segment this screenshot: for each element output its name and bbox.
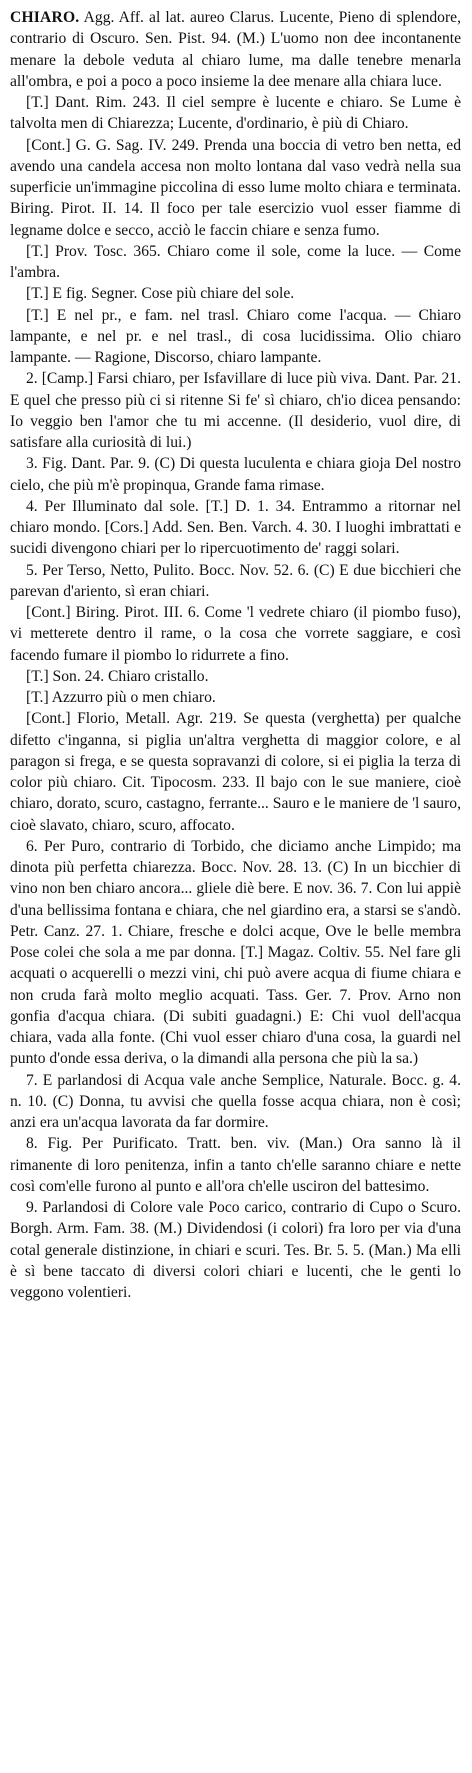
- paragraph-12: [T.] Azzurro più o men chiaro.: [26, 689, 216, 706]
- sense-9: 9. Parlandosi di Colore vale Poco carico, contrario di Cupo o Scuro. Borgh. Arm. Fam. 38. (M.) Dividendosi (i colori) fra loro per via d'una cotal generale distinzione, in chiari e scuri. Tes. Br. 5. 5. (Man.) Ma elli è sì bene taccato di diversi colori chiari e lucenti, che le genti lo veggono volentieri.: [10, 1199, 461, 1301]
- headword: CHIARO.: [10, 9, 80, 26]
- paragraph-11: [T.] Son. 24. Chiaro cristallo.: [26, 667, 209, 685]
- paragraph-5: [T.] E nel pr., e fam. nel trasl. Chiaro come l'acqua. — Chiaro lampante, e nel pr. e nel trasl., di cosa lucidissima. Olio chiaro lampante. — Ragione, Discorso, chiaro lampante.: [10, 306, 461, 366]
- paragraph-10: [Cont.] Biring. Pirot. III. 6. Come 'l vedrete chiaro (il piombo fuso), vi metterete dentro il rame, o la cosa che vorrete saggiare, e così facendo fumare il piombo lo ridurrete a fino.: [10, 604, 461, 664]
- paragraph-3: [T.] Prov. Tosc. 365. Chiaro come il sole, come la luce. — Come l'ambra.: [10, 242, 461, 281]
- sense-2: 2. [Camp.] Farsi chiaro, per Isfavillare di luce più viva. Dant. Par. 21. E quel che presso più ci si ritenne Si fe' sì chiaro, ch'io dicea pensando: Io veggio ben l'amor che tu mi accenne. (Il desiderio, vuol dire, di satisfare alla curiosità di lui.): [10, 370, 461, 451]
- entry-sense-intro: [10, 7, 461, 92]
- paragraph-1: [T.] Dant. Rim. 243. Il ciel sempre è lucente e chiaro. Se Lume è talvolta men di Chiarezza; Lucente, d'ordinario, è più di Chiaro.: [10, 94, 461, 133]
- sense-5: 5. Per Terso, Netto, Pulito. Bocc. Nov. 52. 6. (C) E due bicchieri che parevan d'ariento, sì eran chiari.: [10, 561, 461, 600]
- paragraph-4: [T.] E fig. Segner. Cose più chiare del sole.: [26, 285, 295, 303]
- sense-3: 3. Fig. Dant. Par. 9. (C) Di questa luculenta e chiara gioja Del nostro cielo, che più m'è propinqua, Grande fama rimase.: [10, 455, 461, 494]
- sense-6: 6. Per Puro, contrario di Torbido, che diciamo anche Limpido; ma dinota più perfetta chiarezza. Bocc. Nov. 28. 13. (C) In un bicchier di vino non ben chiaro ancora... gliele diè bere. E nov. 36. 7. Con lui appiè d'una bellissima fontana e chiara, che nel giardino era, a starsi se s'andò. Petr. Canz. 27. 1. Chiare, fresche e dolci acque, Ove le belle membra Pose colei che sola a me par donna. [T.] Magaz. Coltiv. 55. Nel fare gli acquati o acquerelli o mezzi vini, chi può avere acqua di fiume chiara e non cruda farà molto meglio acquati. Tass. Ger. 7. Prov. Arno non gonfia d'acqua chiara. (Di subiti guadagni.) E: Chi vuol dell'acqua chiara, vada alla fonte. (Chi vuol esser chiaro d'una cosa, la guardi nel punto d'onde essa deriva, o la dimandi alla persona che più la sa.): [10, 837, 461, 1068]
- paragraph-text: Agg. Aff. al lat. aureo Clarus. Lucente, Pieno di splendore, contrario di Oscuro. Sen. Pist. 94. (M.) L'uomo non dee incontanente menare la debole veduta al chiaro lume, ma dalle tenebre menarla all'ombra, e poi a poco a poco insieme la dee menare alla chiara luce.: [10, 9, 461, 90]
- paragraph-2: [Cont.] G. G. Sag. IV. 249. Prenda una boccia di vetro ben netta, ed avendo una candela accesa non molto lontana dal vaso vedrà nella sua superficie un'immagine piccolina di esso lume molto chiara e terminata. Biring. Pirot. II. 14. Il foco per tale esercizio vuol esser fiamme di legname dolce e secco, acciò le faccin chiare e senza fumo.: [10, 136, 461, 239]
- sense-8: 8. Fig. Per Purificato. Tratt. ben. viv. (Man.) Ora sanno là il rimanente di loro penitenza, infin a tanto ch'elle saranno chiare e nette così com'elle furono al punto e all'ora ch'elle usciron del battesimo.: [10, 1135, 461, 1195]
- sense-4: 4. Per Illuminato dal sole. [T.] D. 1. 34. Entrammo a ritornar nel chiaro mondo. [Cors.] Add. Sen. Ben. Varch. 4. 30. I luoghi imbrattati e sucidi divengono chiari per lo ripercuotimento de' raggi solari.: [10, 497, 461, 558]
- sense-7: 7. E parlandosi di Acqua vale anche Semplice, Naturale. Bocc. g. 4. n. 10. (C) Donna, tu avvisi che quella fosse acqua chiara, non è così; anzi era un'acqua lavorata da far dormire.: [10, 1071, 461, 1131]
- paragraph-13: [Cont.] Florio, Metall. Agr. 219. Se questa (verghetta) per qualche difetto c'inganna, si piglia un'altra verghetta di maggior colore, e al paragon si frega, e se questa sopravanzi di colore, si ei piglia la terza di color più chiaro. Cit. Tipocosm. 233. Il bajo con le sue maniere, cioè chiaro, dorato, scuro, castagno, ferrante... Sauro e le maniere de 'l sauro, cioè slavato, chiaro, scuro, affocato.: [10, 710, 461, 834]
